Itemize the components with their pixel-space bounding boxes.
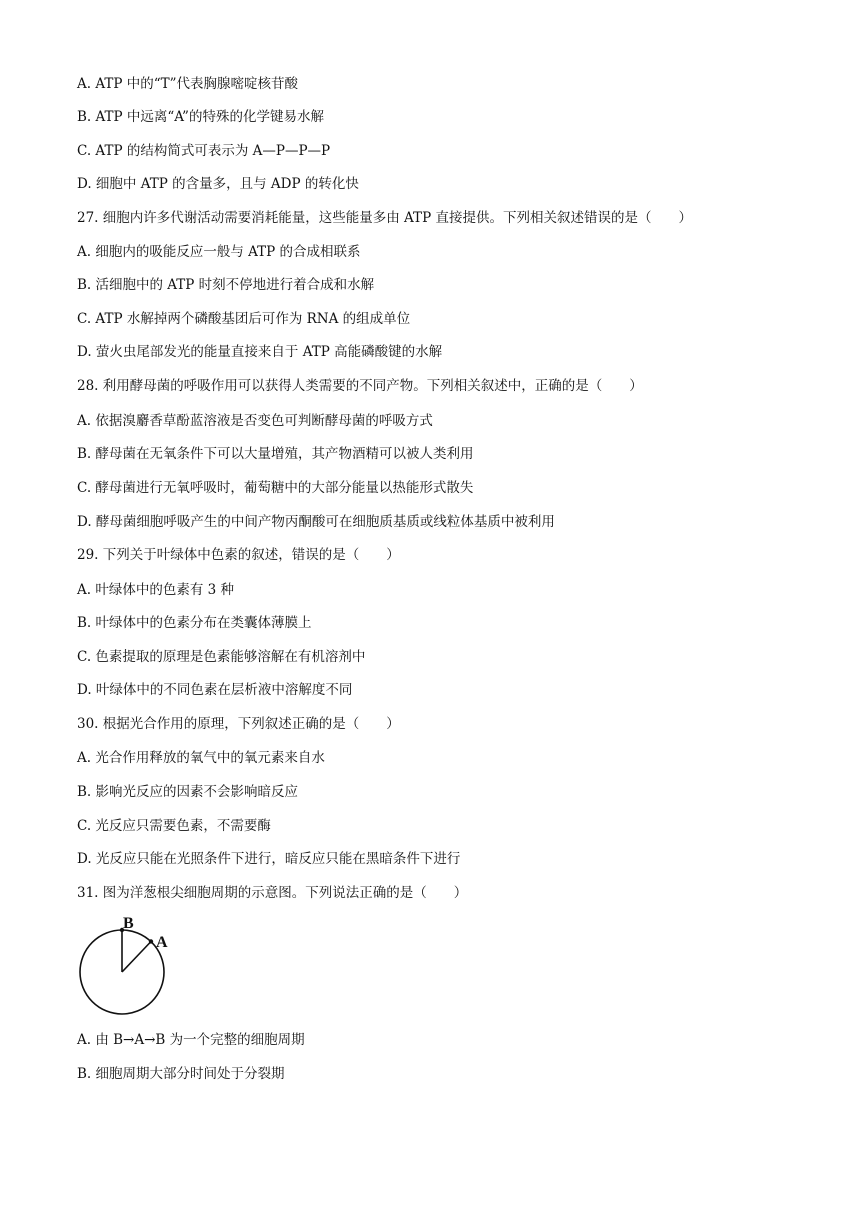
q28-option-b: B. 酵母菌在无氧条件下可以大量增殖，其产物酒精可以被人类利用 <box>77 446 474 462</box>
q29-option-d: D. 叶绿体中的不同色素在层析液中溶解度不同 <box>77 682 353 698</box>
q29-stem: 29. 下列关于叶绿体中色素的叙述，错误的是（ ） <box>77 547 400 563</box>
point-a <box>149 939 153 943</box>
q31-stem: 31. 图为洋葱根尖细胞周期的示意图。下列说法正确的是（ ） <box>77 885 468 901</box>
q28-option-a: A. 依据溴麝香草酚蓝溶液是否变色可判断酵母菌的呼吸方式 <box>77 413 433 429</box>
q29-option-a: A. 叶绿体中的色素有 3 种 <box>77 582 235 598</box>
q27-option-b: B. 活细胞中的 ATP 时刻不停地进行着合成和水解 <box>77 277 375 293</box>
q26-option-c: C. ATP 的结构简式可表示为 A—P—P—P <box>77 143 331 159</box>
q30-option-c: C. 光反应只需要色素，不需要酶 <box>77 818 271 834</box>
q28-option-d: D. 酵母菌细胞呼吸产生的中间产物丙酮酸可在细胞质基质或线粒体基质中被利用 <box>77 514 555 530</box>
q27-option-c: C. ATP 水解掉两个磷酸基团后可作为 RNA 的组成单位 <box>77 311 411 327</box>
q30-option-a: A. 光合作用释放的氧气中的氧元素来自水 <box>77 750 325 766</box>
q26-option-b: B. ATP 中远离“A”的特殊的化学键易水解 <box>77 109 324 125</box>
radius-to-a <box>122 942 151 973</box>
q31-option-b: B. 细胞周期大部分时间处于分裂期 <box>77 1066 285 1082</box>
q29-option-b: B. 叶绿体中的色素分布在类囊体薄膜上 <box>77 615 312 631</box>
label-b: B <box>123 915 134 932</box>
q30-option-b: B. 影响光反应的因素不会影响暗反应 <box>77 784 299 800</box>
label-a: A <box>156 934 168 951</box>
q26-option-a: A. ATP 中的“T”代表胸腺嘧啶核苷酸 <box>77 76 299 92</box>
q26-option-d: D. 细胞中 ATP 的含量多，且与 ADP 的转化快 <box>77 176 359 192</box>
q28-stem: 28. 利用酵母菌的呼吸作用可以获得人类需要的不同产物。下列相关叙述中，正确的是（ ） <box>77 378 643 394</box>
cell-cycle-diagram <box>70 912 180 1020</box>
q27-option-d: D. 萤火虫尾部发光的能量直接来自于 ATP 高能磷酸键的水解 <box>77 344 443 360</box>
q29-option-c: C. 色素提取的原理是色素能够溶解在有机溶剂中 <box>77 649 366 665</box>
q27-option-a: A. 细胞内的吸能反应一般与 ATP 的合成相联系 <box>77 244 361 260</box>
q31-option-a: A. 由 B→A→B 为一个完整的细胞周期 <box>77 1032 305 1048</box>
q27-stem: 27. 细胞内许多代谢活动需要消耗能量，这些能量多由 ATP 直接提供。下列相关叙述错误的是（ ） <box>77 210 692 226</box>
q30-option-d: D. 光反应只能在光照条件下进行，暗反应只能在黑暗条件下进行 <box>77 851 461 867</box>
q30-stem: 30. 根据光合作用的原理，下列叙述正确的是（ ） <box>77 716 400 732</box>
q28-option-c: C. 酵母菌进行无氧呼吸时，葡萄糖中的大部分能量以热能形式散失 <box>77 480 474 496</box>
